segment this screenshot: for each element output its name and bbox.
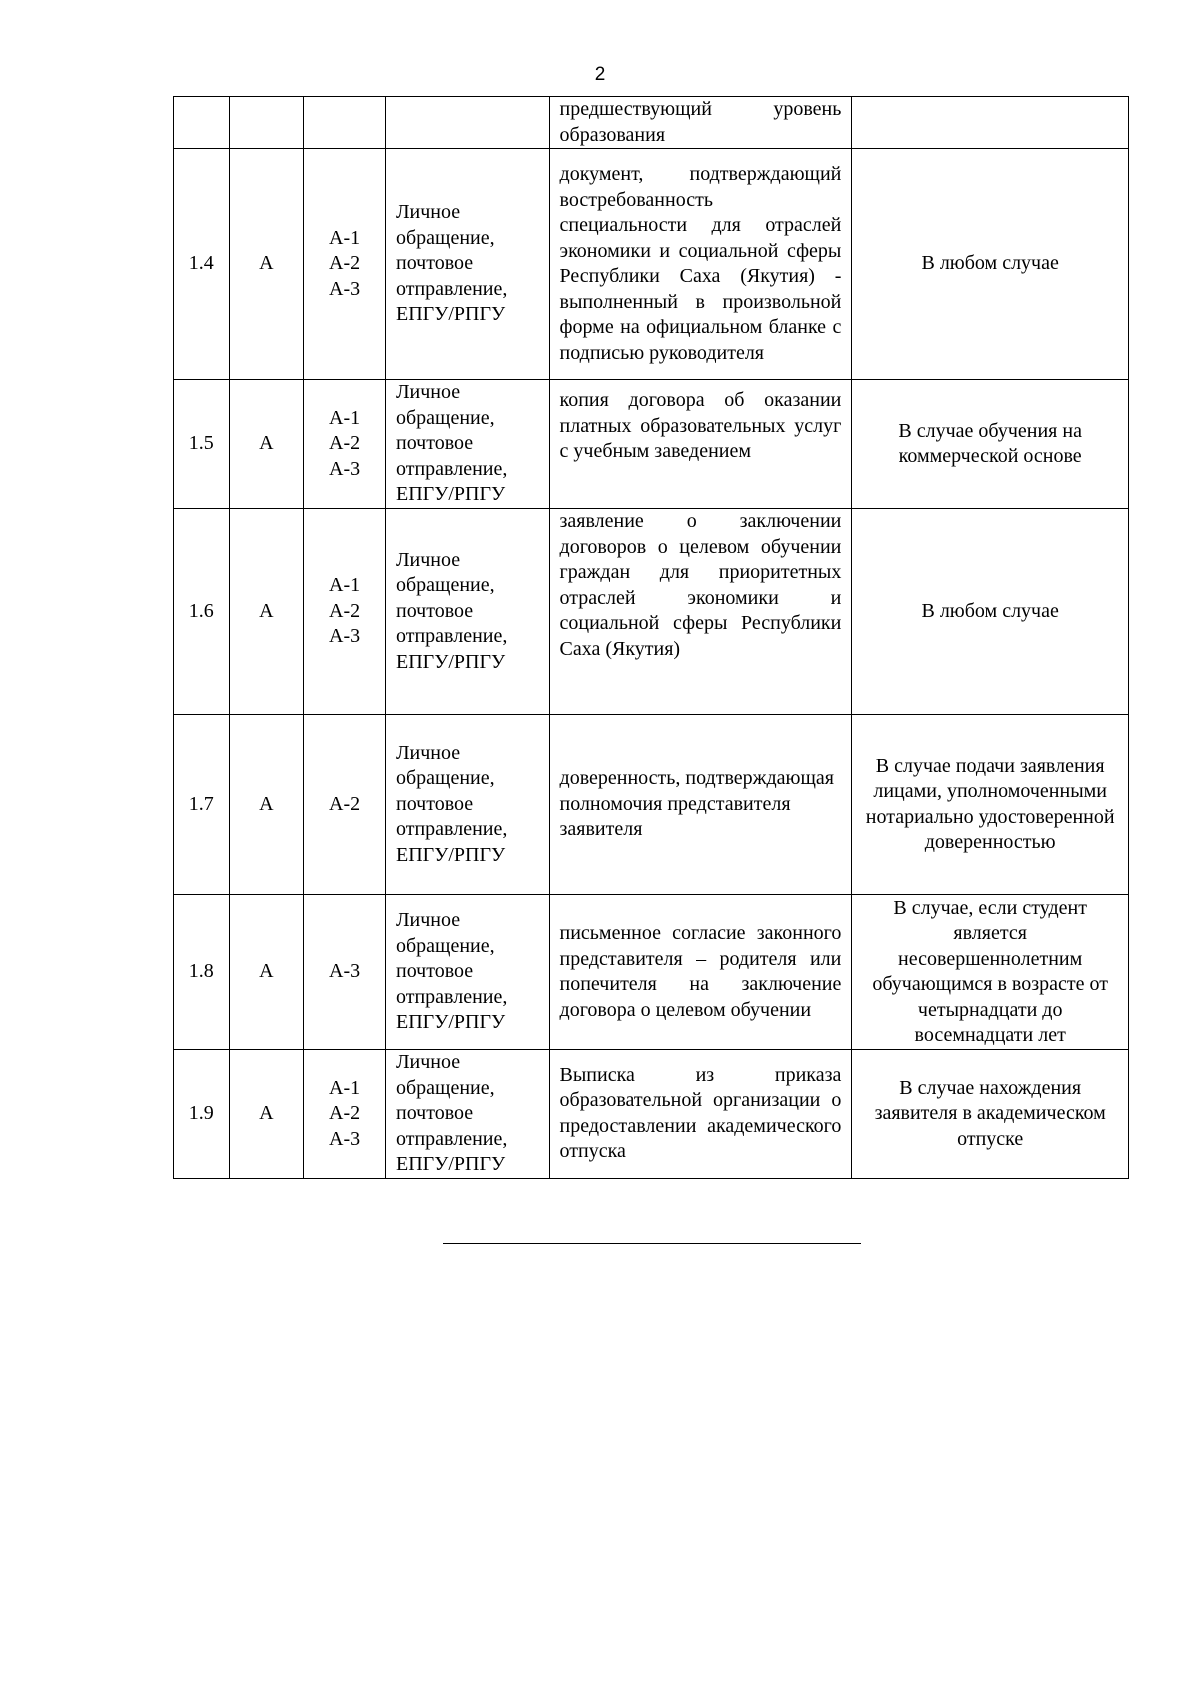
page-number: 2 (594, 64, 606, 85)
row-number: 1.8 (174, 895, 230, 1050)
row-letter: А (229, 895, 304, 1050)
table-row (174, 509, 1129, 715)
table-row (174, 97, 1129, 149)
row-method: Личное обращение, почтовое отправление, ЕПГУ/РПГУ (385, 149, 549, 380)
row-document: копия договора об оказании платных образовательных услуг с учебным заведением (549, 380, 852, 509)
row-condition: В случае обучения на коммерческой основе (852, 380, 1129, 509)
table-row (174, 149, 1129, 380)
code-item: А-3 (329, 960, 361, 983)
row-document: документ, подтверждающий востребованность специальности для отраслей экономики и социальной сферы Республики Саха (Якутия) - выполненный в произвольной форме на официальном бланке с подписью руководителя (549, 149, 852, 380)
documents-table (173, 96, 1129, 1179)
row-codes (304, 149, 386, 380)
row-letter: А (229, 715, 304, 895)
code-item: А-2 (329, 599, 361, 622)
row-codes (304, 1050, 386, 1179)
row-method: Личное обращение, почтовое отправление, ЕПГУ/РПГУ (385, 1050, 549, 1179)
row-condition: В случае подачи заявления лицами, уполномоченными нотариально удостоверенной доверенностью (852, 715, 1129, 895)
table-row (174, 715, 1129, 895)
row-condition: В любом случае (852, 509, 1129, 715)
table-row (174, 895, 1129, 1050)
row-condition (852, 97, 1129, 149)
code-item: А-2 (329, 432, 361, 455)
row-condition: В случае, если студент является несовершеннолетним обучающимся в возрасте от четырнадцати до восемнадцати лет (852, 895, 1129, 1050)
code-item: А-2 (329, 252, 361, 275)
row-letter: А (229, 509, 304, 715)
row-method: Личное обращение, почтовое отправление, ЕПГУ/РПГУ (385, 895, 549, 1050)
table-row (174, 1050, 1129, 1179)
row-number: 1.5 (174, 380, 230, 509)
code-item: А-1 (329, 226, 361, 249)
separator-line (443, 1243, 861, 1244)
code-item: А-3 (329, 457, 361, 480)
row-number (174, 97, 230, 149)
row-codes (304, 895, 386, 1050)
row-codes (304, 380, 386, 509)
row-document: Выписка из приказа образовательной организации о предоставлении академического отпуска (549, 1050, 852, 1179)
code-item: А-1 (329, 406, 361, 429)
row-condition: В любом случае (852, 149, 1129, 380)
row-document: предшествующий уровень образования (549, 97, 852, 149)
row-document: письменное согласие законного представителя – родителя или попечителя на заключение договора о целевом обучении (549, 895, 852, 1050)
code-item: А-3 (329, 1127, 361, 1150)
row-method: Личное обращение, почтовое отправление, ЕПГУ/РПГУ (385, 509, 549, 715)
row-letter: А (229, 380, 304, 509)
row-number: 1.4 (174, 149, 230, 380)
code-item: А-3 (329, 625, 361, 648)
row-method: Личное обращение, почтовое отправление, ЕПГУ/РПГУ (385, 380, 549, 509)
table-row (174, 380, 1129, 509)
row-document: заявление о заключении договоров о целевом обучении граждан для приоритетных отраслей экономики и социальной сферы Республики Саха (Якутия) (549, 509, 852, 715)
row-codes (304, 509, 386, 715)
row-number: 1.9 (174, 1050, 230, 1179)
code-item: А-1 (329, 1076, 361, 1099)
code-item: А-2 (329, 1102, 361, 1124)
row-codes (304, 715, 386, 895)
row-document: доверенность, подтверждающая полномочия представителя заявителя (549, 715, 852, 895)
row-method: Личное обращение, почтовое отправление, ЕПГУ/РПГУ (385, 715, 549, 895)
code-item: А-2 (329, 792, 361, 815)
row-number: 1.6 (174, 509, 230, 715)
row-letter: А (229, 149, 304, 380)
row-letter (229, 97, 304, 149)
row-codes (304, 97, 386, 149)
row-method (385, 97, 549, 149)
row-number: 1.7 (174, 715, 230, 895)
row-letter: А (229, 1050, 304, 1179)
row-condition: В случае нахождения заявителя в академическом отпуске (852, 1050, 1129, 1179)
code-item: А-3 (329, 277, 361, 300)
code-item: А-1 (329, 574, 361, 597)
